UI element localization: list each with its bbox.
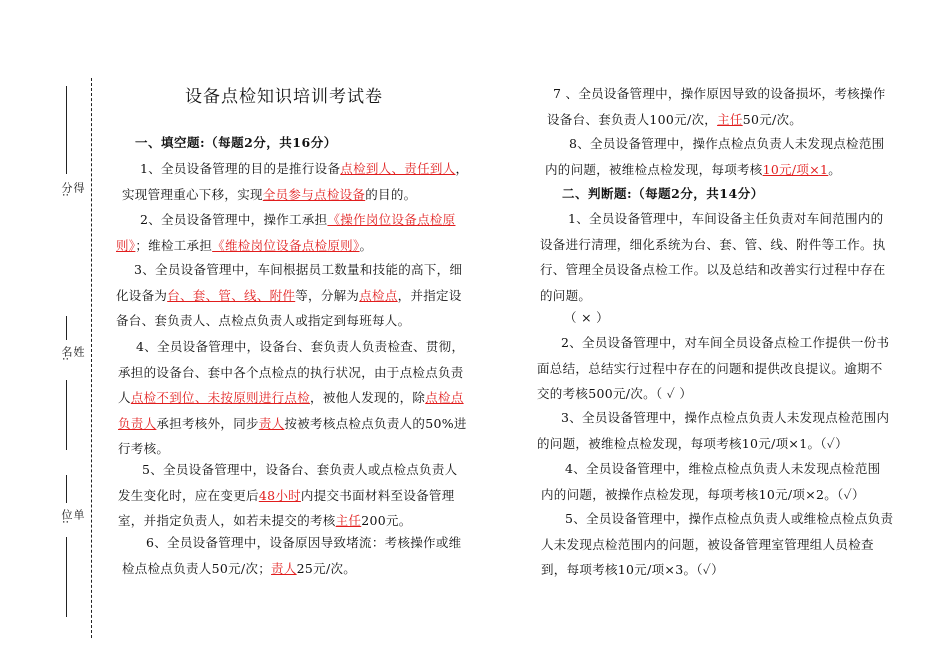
fill-question-2 [116,207,470,258]
q8-text-a: 8、全员设备管理中，操作点检点负责人未发现点检范围内的问题，被维检点检发现，每项考核 [545,136,885,177]
q7-answer-1: 主任 [717,111,743,127]
q5-text-e: 200元。 [361,513,412,528]
q1-text-a: 1、全员设备管理的目的是推行设备 [140,161,341,176]
judge-question-2 [537,330,893,407]
judge-question-3: 3、全员设备管理中，操作点检点负责人未发现点检范围内的问题，被维检点检发现，每项考核10元/项×1。（✓） [537,410,890,451]
judge-question-5: 5、全员设备管理中，操作点检点负责人或维检点检点负责人未发现点检范围内的问题，被设备管理室管理组人员检查到，每项考核10元/项×3。（✓） [541,511,894,577]
q2-judge-text: 2、全员设备管理中，对车间全员设备点检工作提供一份书面总结，总结实行过程中存在的问题和提供改良提议。逾期不交的考核500元/次。 [537,335,890,401]
fill-question-6 [122,530,472,581]
exam-title: 设备点检知识培训考试卷 [185,87,383,107]
q2-text-e: 。 [359,237,373,253]
judge-answer-1: （ × ） [564,310,609,325]
q4-text-e: 承担考核外，同步 [156,415,259,431]
q3-text-a: 3、全员设备管理中，车间根据员工数量和技能的高下，细化设备为 [116,262,463,303]
q5-text-c: 内提交书面材料至设备管理室，并指定负责人，如若未提交的考核 [118,487,455,528]
q1-text-e: 的目的。 [365,186,417,202]
unit-label: 单位: [60,509,85,524]
q1-answer-1: 点检到人、责任到人 [340,161,456,176]
q5-answer-1: 48小时 [258,487,301,503]
q6-answer-1: 责人 [271,560,297,576]
q2-text-c: ；维检工承担 [135,237,213,253]
fill-question-4 [118,334,470,462]
q8-answer-1: 10元/项×1 [762,161,829,177]
q6-text-a: 6、全员设备管理中，设备原因导致堵流：考核操作或维检点检点负责人50元/次； [122,535,462,576]
q5-answer-2: 主任 [335,513,362,528]
q4-text-g: 按被考核点检点负责人的50%进行考核。 [118,415,467,456]
q1-answer-2: 全员参与点检设备 [262,186,366,202]
q3-answer-1: 台、套、管、线、附件 [167,287,296,303]
section1-heading: 一、填空题:（每题2分，共16分） [135,135,337,150]
q3-text-e: ，并指定设备台、套负责人、点检点负责人或指定到每班每人。 [116,287,462,328]
name-label: 姓名: [60,346,85,361]
section2-heading: 二、判断题:（每题2分，共14分） [562,186,764,201]
unit-blank-line [66,537,67,617]
fill-question-8 [545,131,895,182]
q1-text-c: ，实现管理重心下移，实现 [122,161,469,202]
name-blank-line-top [66,316,67,340]
judge-question-4: 4、全员设备管理中，维检点检点负责人未发现点检范围内的问题，被操作点检发现，每项考核10元/项×2。（✓） [541,461,881,502]
score-blank-line [66,86,67,174]
q3-answer-2: 点检点 [359,287,398,303]
fill-question-3 [116,257,468,334]
q2-text-a: 2、全员设备管理中，操作工承担 [140,212,328,227]
q8-text-c: 。 [828,161,842,177]
q7-text-a: 7 、全员设备管理中，操作原因导致的设备损坏，考核操作设备台、套负责人100元/次， [547,86,886,127]
q5-text-a: 5、全员设备管理中，设备台、套负责人或点检点负责人发生变化时，应在变更后 [118,462,458,503]
q7-text-c: 50元/次。 [742,111,803,127]
score-label: 得分: [60,182,85,197]
q4-text-a: 4、全员设备管理中，设备台、套负责人负责检查、贯彻，承担的设备台、套中各个点检点的执行状况，由于点检点负责人 [118,339,465,405]
binding-dashed-line [91,78,92,638]
q4-text-c: ，被他人发现的，除 [310,390,426,405]
q6-text-c: 25元/次。 [296,560,357,576]
judge-answer-2: （ ✓ ） [655,386,693,401]
fill-question-1 [122,156,474,207]
fill-question-5 [118,457,468,534]
name-blank-line [66,380,67,450]
judge-question-1: 1、全员设备管理中，车间设备主任负责对车间范围内的设备进行清理，细化系统为台、套、管、线、附件等工作。执行、管理全员设备点检工作。以及总结和改善实行过程中存在的问题。 [540,211,886,303]
unit-blank-line-top [66,475,67,503]
binding-margin [0,0,100,672]
q4-answer-1: 点检不到位、未按原则进行点检 [130,390,311,405]
q2-answer-1: 《操作岗位设备点检原则》 [116,212,456,253]
fill-question-7 [547,81,891,132]
q4-answer-2: 点检点负责人 [118,390,464,431]
q2-answer-2: 《维检岗位设备点检原则》 [212,237,360,253]
q4-answer-3: 责人 [258,415,285,431]
q3-text-c: 等，分解为 [295,287,360,303]
